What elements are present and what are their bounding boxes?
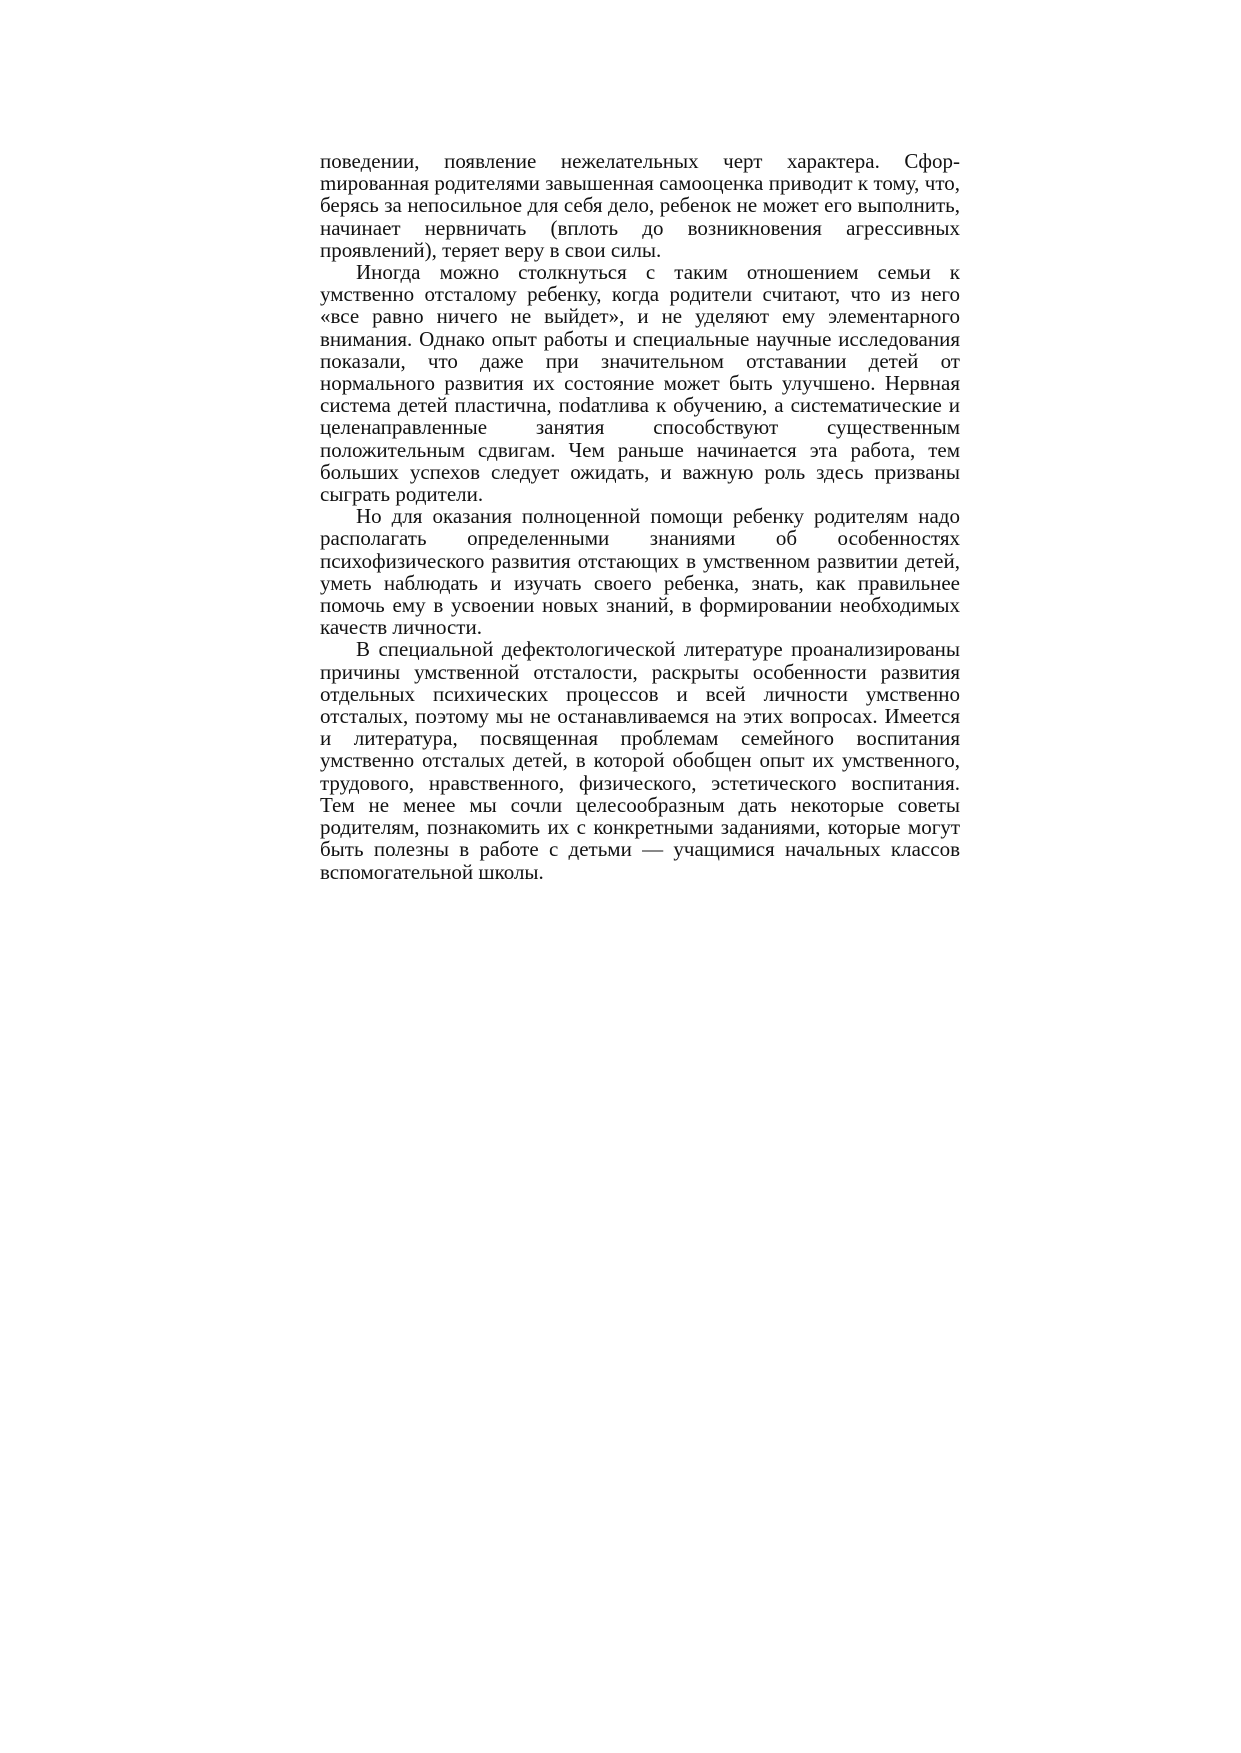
paragraph-1: поведении, появление нежелательных черт характера. Сфорmированная родителями завышенная самооценка приводит к тому, что, берясь за непосильное для себя дело, ребенок не может его выполнить, начинает нервничать (вплоть до возникновения агрессивных проявлений), теряет веру в свои силы. xyxy=(320,149,960,262)
body-text xyxy=(320,150,960,883)
paragraph-3: Но для оказания полноценной помощи ребенку родителям надо располагать определенными знаниями об особенностях психофизического развития отстающих в умственном развитии детей, уметь наблюдать и изучать своего ребенка, знать, как правильнее помочь ему в усвоении новых знаний, в формировании необходимых качеств личности. xyxy=(320,504,960,640)
paragraph-4: В специальной дефектологической литературе проанализированы причины умственной отсталости, раскрыты особенности развития отдельных психических процессов и всей личности умственно отсталых, поэтому мы не останавливаемся на этих вопросах. Имеется и литература, посвященная проблемам семейного воспитания умственно отсталых детей, в которой обобщен опыт их умственного, трудового, нравственного, физического, эстетического воспитания. Тем не менее мы сочли целесообразным дать некоторые советы родителям, познакомить их с конкретными заданиями, которые могут быть полезны в работе с детьми — учащимися начальных классов вспомогательной школы. xyxy=(320,637,960,884)
paragraph-2: Иногда можно столкнуться с таким отношением семьи к умственно отсталому ребенку, когда родители считают, что из него «все равно ничего не выйдет», и не уделяют ему элементарного внимания. Однако опыт работы и специальные научные исследования показали, что даже при значительном отставании детей от нормального развития их состояние может быть улучшено. Нервная система детей пластична, поdатлива к обучению, а систематические и целенаправленные занятия способствуют существенным положительным сдвигам. Чем раньше начинается эта работа, тем больших успехов следует ожидать, и важную роль здесь призваны сыграть родители. xyxy=(320,260,960,507)
